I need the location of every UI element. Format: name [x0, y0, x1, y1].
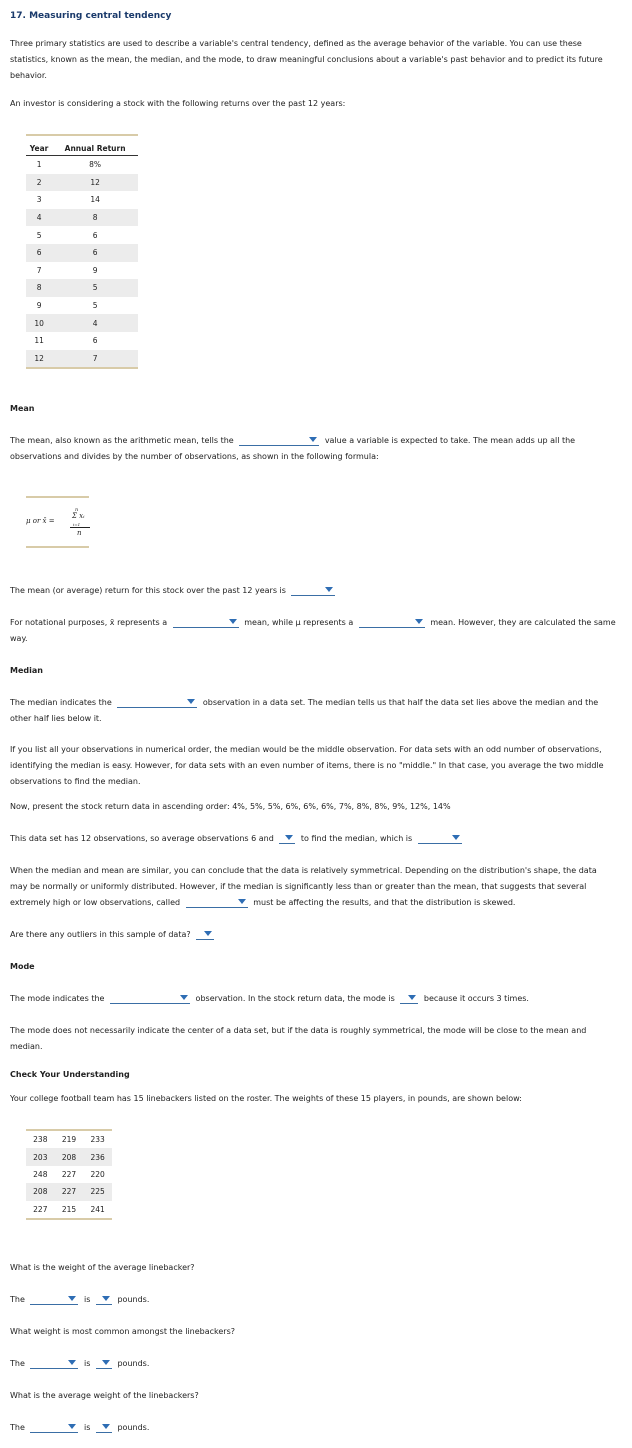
chevron-down-icon [102, 1424, 110, 1429]
mean-definition [10, 433, 616, 465]
return-cell: 6 [52, 244, 138, 262]
formula-sum: Σ xᵢ [72, 512, 85, 520]
median-heading: Median [10, 666, 43, 675]
mean-text-a: The mean, also known as the arithmetic mean, tells the [10, 436, 234, 445]
table-row [26, 174, 138, 192]
year-cell: 9 [36, 301, 42, 311]
formula-den: n [77, 529, 82, 537]
year-cell: 7 [36, 265, 42, 275]
question-1: What is the weight of the average linebacker? [10, 1263, 195, 1272]
chevron-down-icon [68, 1360, 76, 1365]
year-cell: 11 [34, 336, 44, 346]
q3-stat-dropdown[interactable] [30, 1422, 78, 1433]
year-cell: 10 [26, 314, 52, 332]
return-cell: 12 [52, 174, 138, 192]
observation-number-dropdown[interactable] [279, 833, 295, 844]
year-header: Year [26, 135, 52, 156]
chevron-down-icon [408, 995, 416, 1000]
median-text-b: observation in a data set. The median tells us that half the data set lies above the median and the other half lies below it. [10, 698, 599, 723]
return-cell: 6 [92, 230, 98, 240]
weight-cell: 227 [55, 1183, 84, 1200]
outliers-question-text: Are there any outliers in this sample of data? [10, 930, 191, 939]
chevron-down-icon [102, 1296, 110, 1301]
chevron-down-icon [102, 1360, 110, 1365]
ascending-order-text: Now, present the stock return data in ascending order: 4%, 5%, 5%, 6%, 6%, 6%, 7%, 8%, 8%, 9%, 12%, 14% [10, 802, 451, 811]
q1-stat-dropdown[interactable] [30, 1294, 78, 1305]
mode-value-dropdown[interactable] [400, 993, 418, 1004]
symmetry-paragraph [10, 863, 616, 911]
year-cell: 5 [36, 230, 42, 240]
notation-text-b: mean, while μ represents a [244, 618, 354, 627]
year-cell: 1 [36, 160, 42, 170]
weight-cell: 208 [55, 1148, 84, 1165]
q1-value-dropdown[interactable] [96, 1294, 112, 1305]
obs-text-a: This data set has 12 observations, so average observations 6 and [10, 834, 274, 843]
chevron-down-icon [68, 1296, 76, 1301]
mean-return-dropdown[interactable] [291, 585, 335, 596]
the-label: The [10, 1295, 25, 1304]
year-cell: 6 [26, 244, 52, 262]
median-value-dropdown[interactable] [418, 833, 462, 844]
return-cell: 9 [92, 265, 98, 275]
question-2: What weight is most common amongst the linebackers? [10, 1327, 235, 1336]
year-cell: 2 [26, 174, 52, 192]
weight-cell: 219 [61, 1135, 77, 1145]
page-title: 17. Measuring central tendency [10, 11, 172, 21]
return-cell: 14 [90, 195, 100, 205]
outliers-answer-dropdown[interactable] [196, 929, 214, 940]
mode-observation-dropdown[interactable] [110, 993, 190, 1004]
chevron-down-icon [229, 619, 237, 624]
return-cell: 8 [52, 209, 138, 227]
weight-cell: 208 [26, 1183, 55, 1200]
weight-cell: 238 [33, 1135, 48, 1145]
mode-text-a: The mode indicates the [10, 994, 105, 1003]
mode-heading: Mode [10, 962, 35, 971]
weight-cell: 203 [26, 1148, 55, 1165]
year-cell: 4 [26, 209, 52, 227]
answer-row-1 [10, 1292, 616, 1308]
is-label: is [83, 1423, 91, 1432]
q3-value-dropdown[interactable] [96, 1422, 112, 1433]
weight-cell: 241 [90, 1204, 105, 1214]
table-row [26, 1130, 112, 1148]
chevron-down-icon [204, 931, 212, 936]
return-cell: 5 [52, 279, 138, 297]
table-row [26, 191, 138, 209]
pounds-label: pounds. [117, 1295, 150, 1304]
weight-cell: 233 [90, 1135, 105, 1145]
chevron-down-icon [68, 1424, 76, 1429]
symmetry-text-a: When the median and mean are similar, you can conclude that the data is relatively symmetrical. Depending on the distribution's shape, the data may be normally or uniformly distributed. However, if the median is significantly less than or greater than the mean, that suggests that several extremely high or low observations, called [10, 866, 597, 907]
weight-cell: 215 [61, 1204, 77, 1214]
pounds-label: pounds. [117, 1359, 150, 1368]
sample-type-dropdown[interactable] [173, 617, 239, 628]
notation-text-a: For notational purposes, x̄ represents a [10, 618, 168, 627]
chevron-down-icon [325, 587, 333, 592]
q2-stat-dropdown[interactable] [30, 1358, 78, 1369]
table-row [26, 1183, 112, 1200]
check-heading: Check Your Understanding [10, 1070, 130, 1079]
the-label: The [10, 1359, 25, 1368]
weight-cell: 236 [83, 1148, 112, 1165]
pounds-label: pounds. [117, 1423, 150, 1432]
table-row [26, 262, 138, 280]
formula-top: n [75, 507, 79, 513]
formula-bottom: i=1 [73, 522, 81, 527]
outliers-question [10, 927, 616, 943]
return-header: Annual Return [52, 135, 138, 156]
check-text: Your college football team has 15 linebackers listed on the roster. The weights of these 15 players, in pounds, are shown below: [10, 1094, 522, 1103]
return-cell: 4 [52, 314, 138, 332]
outliers-term-dropdown[interactable] [186, 897, 248, 908]
chevron-down-icon [180, 995, 188, 1000]
is-label: is [83, 1295, 91, 1304]
weight-cell: 248 [33, 1169, 48, 1179]
mode-text-c: because it occurs 3 times. [423, 994, 529, 1003]
median-observation-dropdown[interactable] [117, 697, 197, 708]
mean-question-text: The mean (or average) return for this stock over the past 12 years is [10, 586, 286, 595]
median-observations [10, 831, 616, 847]
mode-text-b: observation. In the stock return data, the mode is [195, 994, 395, 1003]
weights-table [26, 1129, 112, 1220]
weight-cell: 220 [90, 1169, 105, 1179]
chevron-down-icon [187, 699, 195, 704]
return-cell: 7 [52, 350, 138, 369]
notation-paragraph [10, 615, 616, 647]
population-type-dropdown[interactable] [359, 617, 425, 628]
returns-table [26, 134, 138, 369]
mean-question [10, 583, 616, 599]
chevron-down-icon [238, 899, 246, 904]
fraction-bar [70, 527, 90, 528]
year-cell: 3 [36, 195, 42, 205]
answer-row-3 [10, 1420, 616, 1436]
obs-text-b: to find the median, which is [300, 834, 413, 843]
question-3: What is the average weight of the linebackers? [10, 1391, 199, 1400]
notation-text-c: mean. However, they are calculated the same way. [10, 618, 616, 643]
weight-cell: 227 [61, 1169, 77, 1179]
table-row [26, 244, 138, 262]
chevron-down-icon [415, 619, 423, 624]
median-definition [10, 695, 616, 727]
mode-definition [10, 991, 616, 1007]
return-cell: 6 [92, 336, 98, 346]
intro-paragraph: Three primary statistics are used to describe a variable's central tendency, defined as the average behavior of the variable. You can use these statistics, known as the mean, the median, and the mode, to draw meaningful conclusions about a variable's past behavior and to predict its future behavior. [10, 39, 603, 80]
table-row [26, 209, 138, 227]
chevron-down-icon [285, 835, 293, 840]
year-cell: 8 [26, 279, 52, 297]
symmetry-text-b: must be affecting the results, and that the distribution is skewed. [253, 898, 516, 907]
mode-paragraph-2: The mode does not necessarily indicate the center of a data set, but if the data is roughly symmetrical, the mode will be close to the mean and median. [10, 1026, 587, 1051]
table-row [26, 350, 138, 369]
mean-heading: Mean [10, 404, 35, 413]
table-row [26, 156, 138, 174]
return-cell: 5 [92, 301, 98, 311]
the-label: The [10, 1423, 25, 1432]
median-paragraph-2: If you list all your observations in numerical order, the median would be the middle observation. For data sets with an odd number of observations, identifying the median is easy. However, for data sets with an even number of items, there is no "middle." In that case, you average the two middle observations to find the median. [10, 745, 604, 786]
investor-text: An investor is considering a stock with the following returns over the past 12 years: [10, 99, 346, 108]
is-label: is [83, 1359, 91, 1368]
median-text-a: The median indicates the [10, 698, 112, 707]
mean-text-b: value a variable is expected to take. The mean adds up all the observations and divides by the number of observations, as shown in the following formula: [10, 436, 576, 461]
q2-value-dropdown[interactable] [96, 1358, 112, 1369]
table-row [26, 226, 138, 244]
answer-row-2 [10, 1356, 616, 1372]
return-cell: 8% [89, 160, 102, 170]
weight-cell: 225 [83, 1183, 112, 1200]
mean-formula [26, 496, 89, 548]
formula-lhs: μ or x̄ = [26, 517, 55, 525]
table-row [26, 297, 138, 315]
chevron-down-icon [452, 835, 460, 840]
table-row [26, 279, 138, 297]
mean-value-dropdown[interactable] [239, 435, 319, 446]
table-row [26, 314, 138, 332]
table-row [26, 1201, 112, 1219]
table-row [26, 1166, 112, 1183]
table-row [26, 1148, 112, 1165]
table-row [26, 332, 138, 350]
weight-cell: 227 [33, 1204, 48, 1214]
year-cell: 12 [26, 350, 52, 369]
chevron-down-icon [309, 437, 317, 442]
